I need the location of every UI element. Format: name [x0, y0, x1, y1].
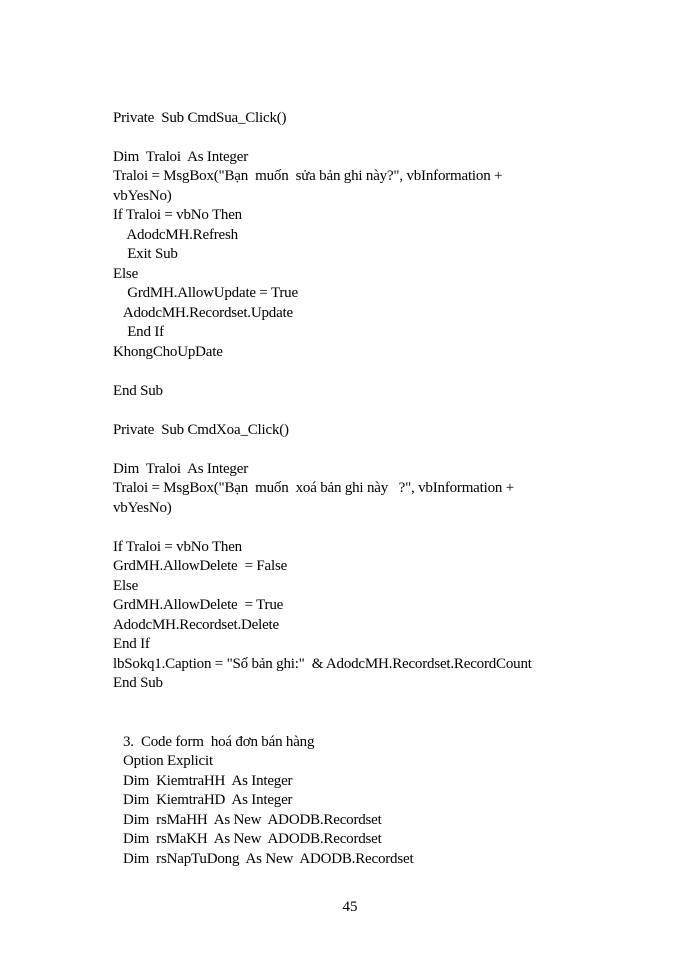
- code-line: GrdMH.AllowUpdate = True: [113, 285, 298, 301]
- code-line: vbYesNo): [113, 500, 172, 516]
- code-line: GrdMH.AllowDelete = True: [113, 597, 284, 613]
- code-line: Dim rsNapTuDong As New ADODB.Recordset: [123, 851, 414, 867]
- code-line: vbYesNo): [113, 188, 172, 204]
- code-line: End If: [113, 636, 150, 652]
- code-line: Exit Sub: [113, 246, 178, 262]
- code-line: Else: [113, 578, 139, 594]
- code-line: Dim rsMaHH As New ADODB.Recordset: [123, 812, 382, 828]
- code-line: End If: [113, 324, 164, 340]
- code-line: Traloi = MsgBox("Bạn muốn xoá bản ghi này ?", vbInformation +: [113, 480, 514, 496]
- code-line: GrdMH.AllowDelete = False: [113, 558, 288, 574]
- code-line: KhongChoUpDate: [113, 344, 223, 360]
- code-line: End Sub: [113, 383, 163, 399]
- code-line: AdodcMH.Recordset.Delete: [113, 617, 279, 633]
- code-line: Dim Traloi As Integer: [113, 461, 248, 477]
- code-line: Dim KiemtraHD As Integer: [123, 792, 293, 808]
- code-line: AdodcMH.Refresh: [113, 227, 238, 243]
- code-line: Traloi = MsgBox("Bạn muốn sửa bản ghi này?", vbInformation +: [113, 168, 503, 184]
- code-line: Private Sub CmdXoa_Click(): [113, 422, 289, 438]
- page-number: 45: [342, 899, 358, 915]
- code-line: Dim rsMaKH As New ADODB.Recordset: [123, 831, 382, 847]
- code-line: Private Sub CmdSua_Click(): [113, 110, 287, 126]
- section-heading: 3. Code form hoá đơn bán hàng: [123, 734, 315, 750]
- code-line: Option Explicit: [123, 753, 213, 769]
- code-line: End Sub: [113, 675, 163, 691]
- code-line: Dim Traloi As Integer: [113, 149, 248, 165]
- code-line: If Traloi = vbNo Then: [113, 539, 242, 555]
- code-line: lbSokq1.Caption = "Số bản ghi:" & AdodcMH.Recordset.RecordCount: [113, 656, 532, 672]
- code-line: If Traloi = vbNo Then: [113, 207, 242, 223]
- code-line: Else: [113, 266, 139, 282]
- code-line: Dim KiemtraHH As Integer: [123, 773, 293, 789]
- code-line: AdodcMH.Recordset.Update: [113, 305, 293, 321]
